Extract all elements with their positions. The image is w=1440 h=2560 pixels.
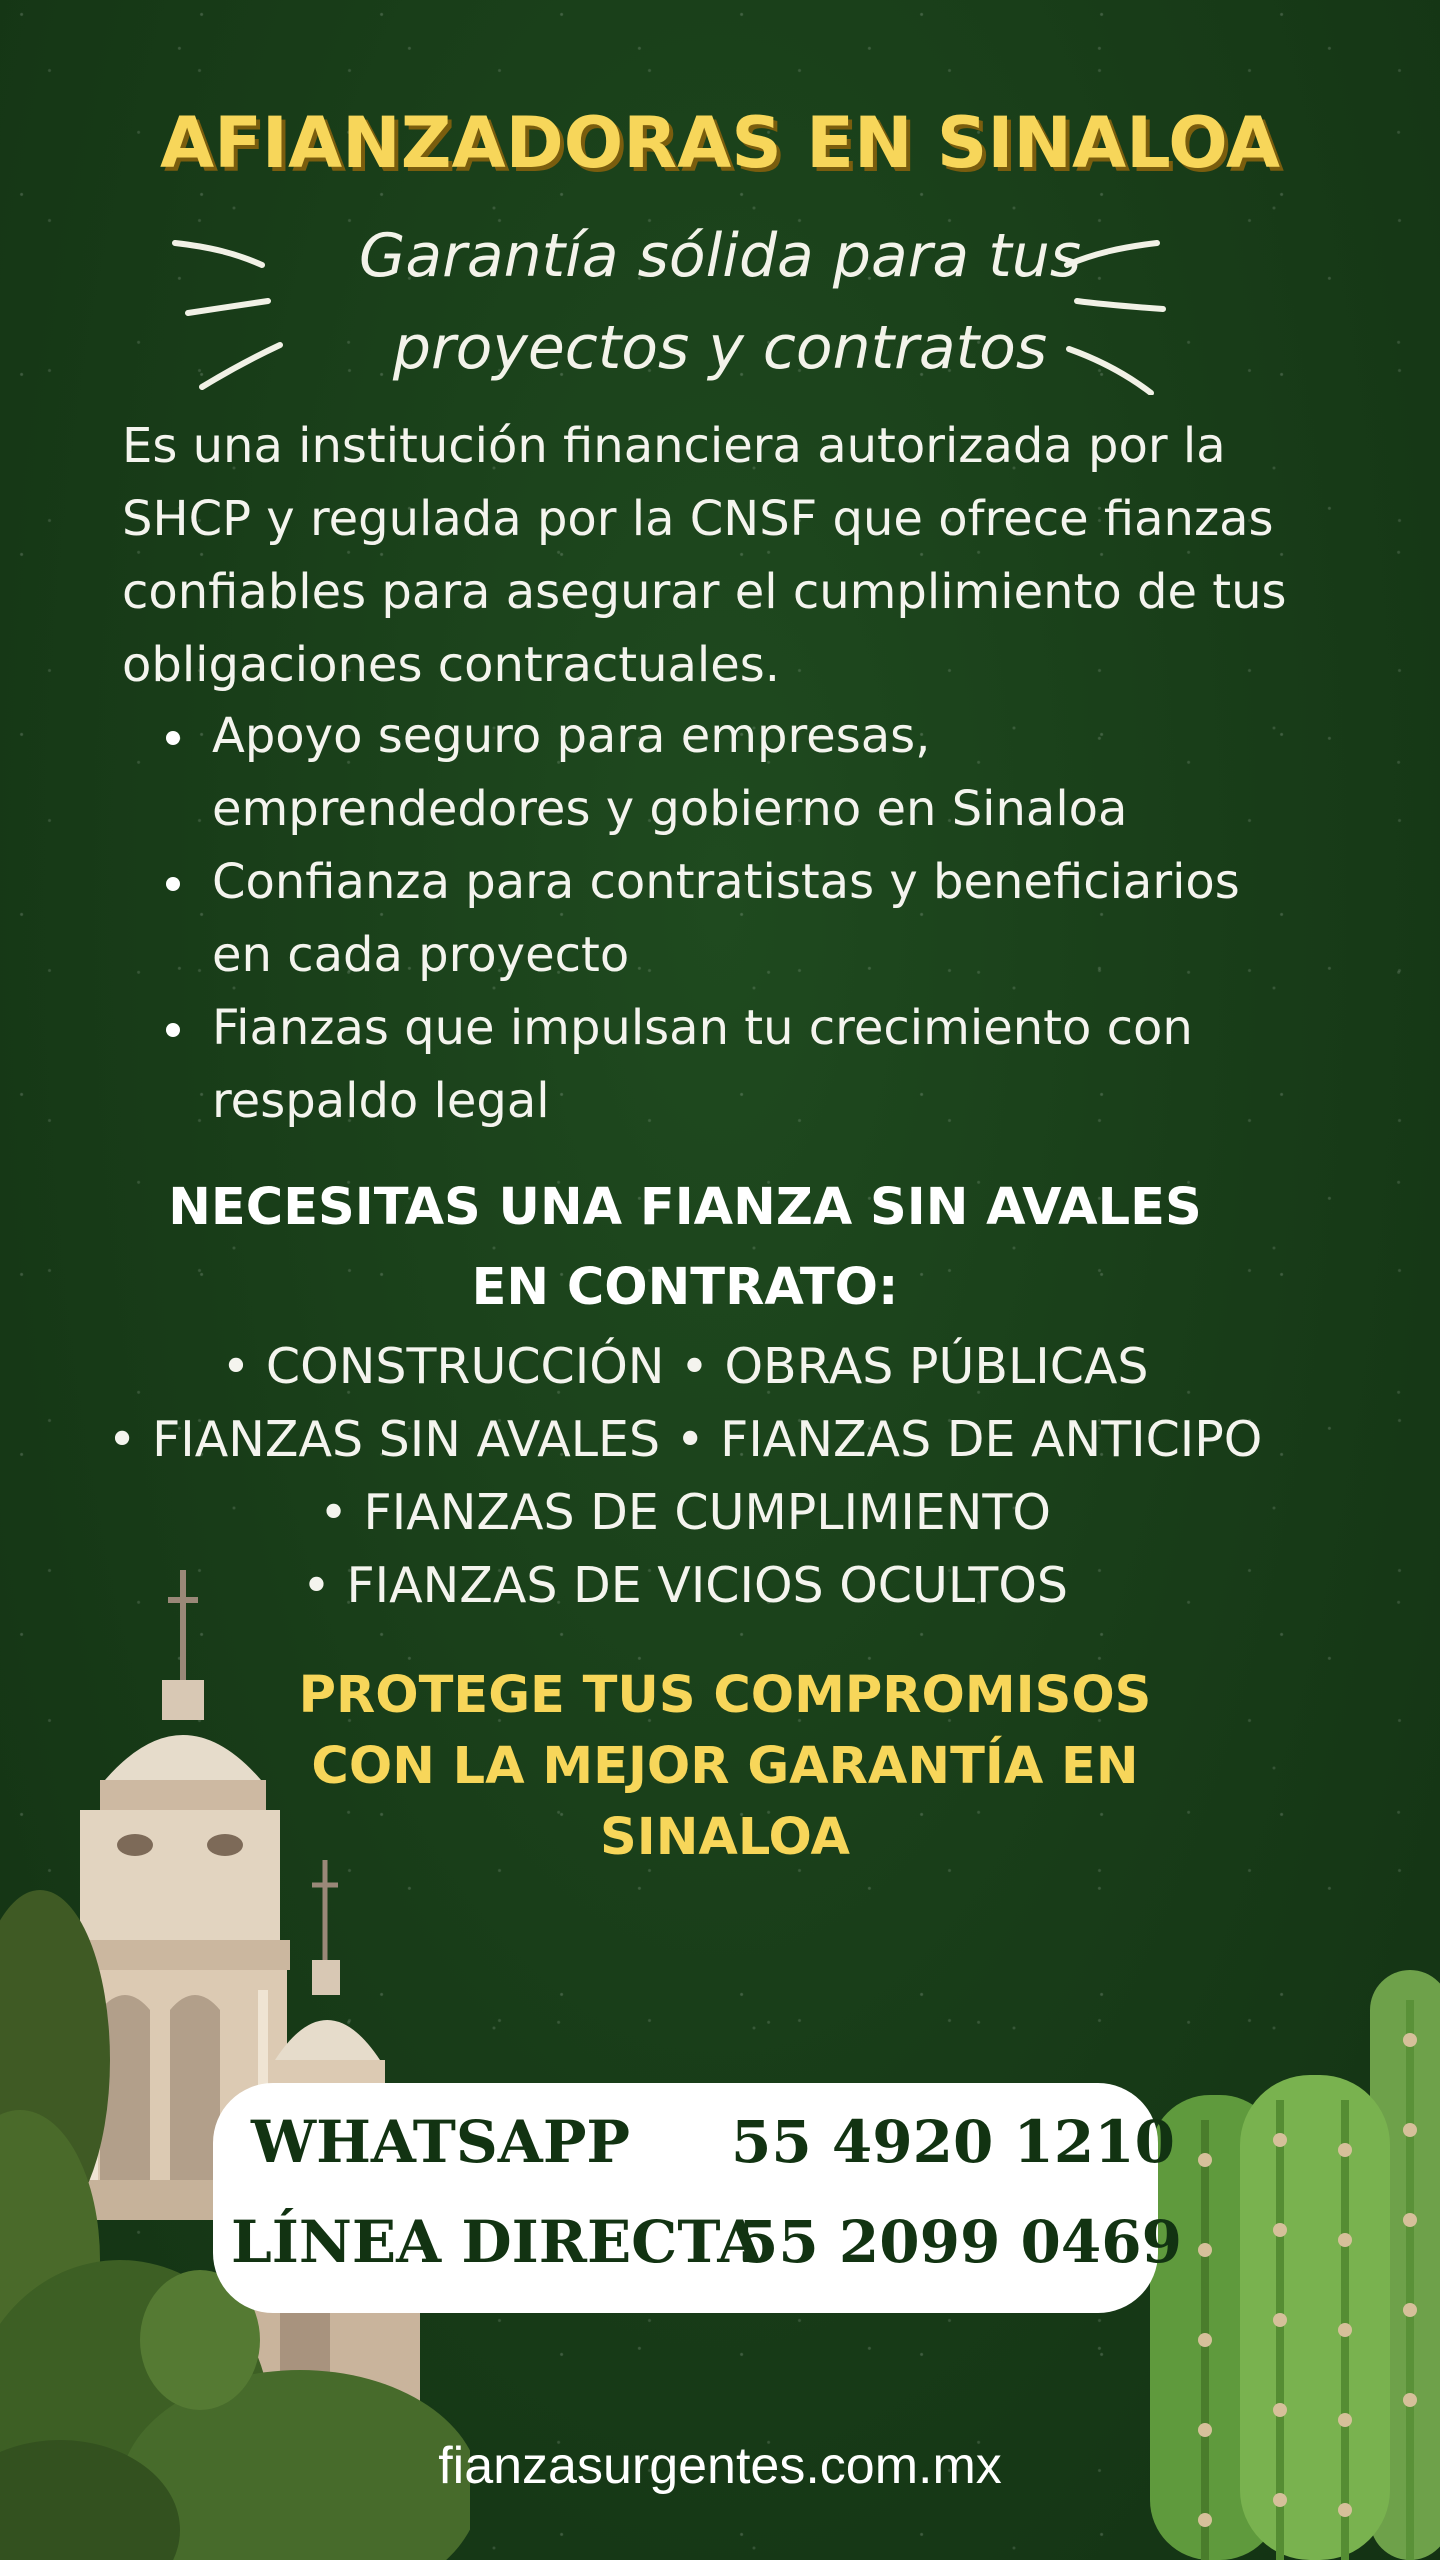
page-title: AFIANZADORAS EN SINALOA — [159, 102, 1281, 184]
subtitle — [270, 210, 1170, 394]
section-heading-line: NECESITAS UNA FIANZA SIN AVALES — [168, 1178, 1202, 1237]
section-heading — [120, 1168, 1250, 1328]
whatsapp-number[interactable]: 55 4920 1210 — [731, 2108, 1175, 2176]
benefit-item: Confianza para contratistas y beneficiarios en cada proyecto — [162, 846, 1312, 992]
whatsapp-label: WHATSAPP — [251, 2108, 631, 2176]
intro-paragraph: Es una institución financiera autorizada por la SHCP y regulada por la CNSF que ofrece fianzas confiables para asegurar el cumplimiento de tus obligaciones contractuales. — [122, 418, 1287, 693]
benefits-list — [162, 700, 1312, 1138]
subtitle-line: proyectos y contratos — [392, 313, 1048, 383]
services-line: • FIANZAS DE VICIOS OCULTOS — [301, 1557, 1068, 1614]
subtitle-line: Garantía sólida para tus — [358, 221, 1082, 291]
benefit-item: Fianzas que impulsan tu crecimiento con respaldo legal — [162, 992, 1312, 1138]
direct-line-number[interactable]: 55 2099 0469 — [738, 2208, 1182, 2276]
direct-line-row[interactable] — [213, 2208, 1182, 2298]
services-line: • CONSTRUCCIÓN • OBRAS PÚBLICAS — [221, 1338, 1149, 1395]
cta-line: CON LA MEJOR GARANTÍA EN — [311, 1737, 1139, 1796]
cta-line: SINALOA — [600, 1808, 850, 1867]
website-link[interactable]: fianzasurgentes.com.mx — [438, 2437, 1002, 2495]
benefit-item: Apoyo seguro para empresas, emprendedores y gobierno en Sinaloa — [162, 700, 1312, 846]
whatsapp-row[interactable] — [213, 2108, 1175, 2198]
services-line: • FIANZAS DE CUMPLIMIENTO — [319, 1484, 1051, 1541]
direct-line-label: LÍNEA DIRECTA — [231, 2208, 763, 2276]
section-heading-line: EN CONTRATO: — [471, 1258, 899, 1317]
cta-line: PROTEGE TUS COMPROMISOS — [298, 1666, 1152, 1725]
cathedral-illustration — [0, 1540, 470, 2560]
contact-card — [213, 2083, 1182, 2313]
services-line: • FIANZAS SIN AVALES • FIANZAS DE ANTICIPO — [107, 1411, 1263, 1468]
